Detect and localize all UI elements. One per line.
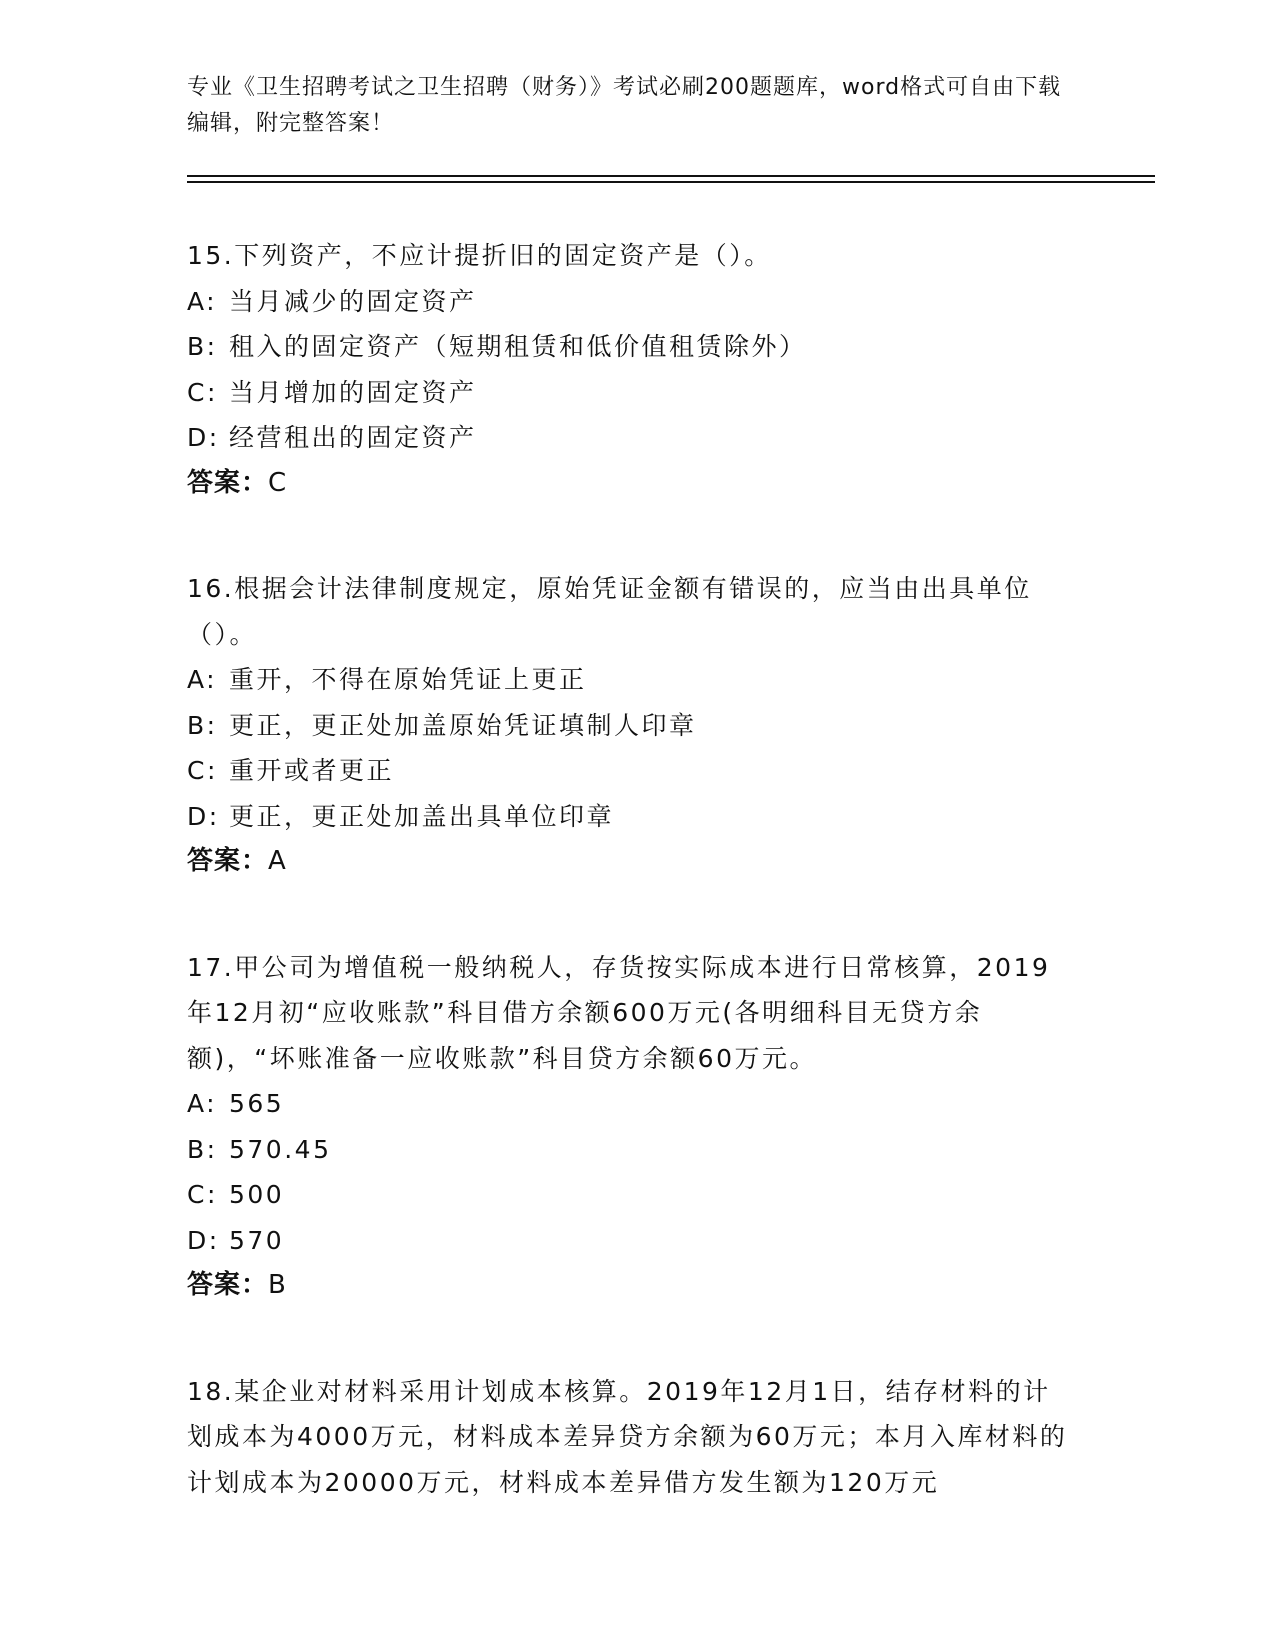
answer-line (187, 1263, 1077, 1309)
header-title: 专业《卫生招聘考试之卫生招聘（财务）》考试必刷200题题库，word格式可自由下载编辑，附完整答案！ (187, 75, 1062, 136)
question-18 (187, 1369, 1077, 1506)
answer-value: C (268, 467, 288, 498)
question-stem: 17.甲公司为增值税一般纳税人，存货按实际成本进行日常核算，2019年12月初“应收账款”科目借方余额600万元(各明细科目无贷方余额)，“坏账准备一应收账款”科目贷方余额60万元。 (187, 952, 1051, 1073)
option-text: 经营租出的固定资产 (229, 423, 477, 452)
question-15 (187, 233, 1077, 506)
option-text: 570.45 (229, 1134, 332, 1164)
option-b (187, 324, 1077, 370)
option-letter: A: (187, 1089, 218, 1118)
option-b (187, 1127, 1077, 1173)
option-c (187, 748, 1077, 794)
option-text: 570 (229, 1225, 285, 1255)
option-text: 租入的固定资产（短期租赁和低价值租赁除外） (229, 332, 807, 361)
answer-label: 答案： (187, 846, 269, 876)
option-letter: C: (187, 1180, 218, 1209)
answer-line (187, 461, 1077, 507)
option-letter: B: (187, 332, 218, 361)
option-a (187, 657, 1077, 703)
option-d (187, 794, 1077, 840)
option-letter: D: (187, 1225, 220, 1255)
option-text: 重开或者更正 (229, 756, 395, 785)
option-a (187, 1081, 1077, 1127)
option-letter: B: (187, 710, 218, 740)
question-stem: 16.根据会计法律制度规定，原始凭证金额有错误的，应当由出具单位（）。 (187, 574, 1032, 649)
option-a (187, 279, 1077, 325)
option-text: 重开，不得在原始凭证上更正 (229, 665, 587, 694)
option-b (187, 703, 1077, 749)
option-letter: D: (187, 423, 220, 452)
option-d (187, 415, 1077, 461)
option-text: 500 (229, 1180, 285, 1209)
question-list (187, 233, 1077, 1565)
header-rule-bottom (187, 181, 1155, 183)
option-c (187, 370, 1077, 416)
option-letter: B: (187, 1134, 218, 1164)
option-letter: C: (187, 377, 218, 407)
header-rule-top (187, 175, 1155, 177)
option-letter: A: (187, 286, 218, 316)
answer-label: 答案： (187, 467, 269, 498)
option-letter: A: (187, 665, 218, 694)
answer-value: A (268, 846, 287, 876)
option-text: 当月增加的固定资产 (229, 377, 477, 407)
question-stem: 18.某企业对材料采用计划成本核算。2019年12月1日，结存材料的计划成本为4000万元，材料成本差异贷方余额为60万元；本月入库材料的计划成本为20000万元，材料成本差异借方发生额为120万元 (187, 1376, 1068, 1497)
option-text: 565 (229, 1089, 285, 1118)
option-text: 当月减少的固定资产 (229, 286, 477, 316)
answer-label: 答案： (187, 1270, 269, 1300)
option-d (187, 1218, 1077, 1264)
option-c (187, 1172, 1077, 1218)
answer-line (187, 839, 1077, 885)
option-letter: C: (187, 756, 218, 785)
answer-value: B (268, 1270, 287, 1300)
option-text: 更正，更正处加盖出具单位印章 (229, 801, 615, 831)
question-stem: 15.下列资产，不应计提折旧的固定资产是（）。 (187, 241, 772, 270)
option-text: 更正，更正处加盖原始凭证填制人印章 (229, 710, 697, 740)
document-header (187, 70, 1067, 142)
question-17 (187, 945, 1077, 1309)
question-16 (187, 566, 1077, 885)
option-letter: D: (187, 801, 220, 831)
